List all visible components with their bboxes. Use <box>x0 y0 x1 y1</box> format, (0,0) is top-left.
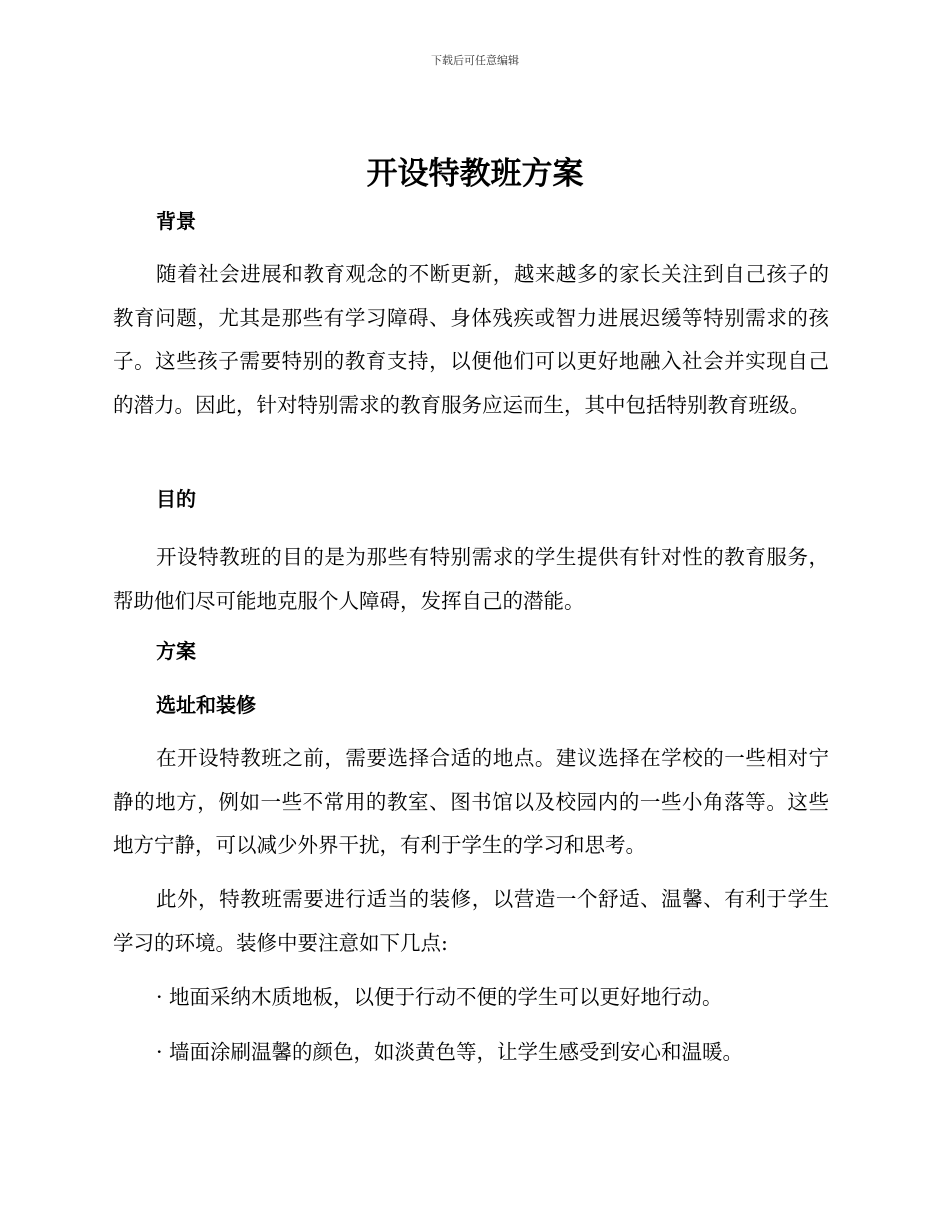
heading-plan: 方案 <box>156 639 196 663</box>
heading-site-renovation: 选址和装修 <box>156 693 256 717</box>
list-item-wall: · 墙面涂刷温馨的颜色，如淡黄色等，让学生感受到安心和温暖。 <box>156 1040 744 1064</box>
page-header-note: 下载后可任意编辑 <box>431 54 519 67</box>
paragraph-purpose: 开设特教班的目的是为那些有特别需求的学生提供有针对性的教育服务，帮助他们尽可能地克服个人障碍，发挥自己的潜能。 <box>113 545 829 613</box>
heading-purpose: 目的 <box>156 487 196 511</box>
paragraph-background: 随着社会进展和教育观念的不断更新，越来越多的家长关注到自己孩子的教育问题，尤其是那些有学习障碍、身体残疾或智力进展迟缓等特别需求的孩子。这些孩子需要特别的教育支持，以便他们可以更好地融入社会并实现自己的潜力。因此，针对特别需求的教育服务应运而生，其中包括特别教育班级。 <box>113 262 829 417</box>
document-title: 开设特教班方案 <box>366 156 584 192</box>
list-item-floor: · 地面采纳木质地板，以便于行动不便的学生可以更好地行动。 <box>156 985 723 1009</box>
paragraph-renovation: 此外，特教班需要进行适当的装修，以营造一个舒适、温馨、有利于学生学习的环境。装修中要注意如下几点: <box>113 887 829 955</box>
heading-background: 背景 <box>156 209 196 233</box>
paragraph-site-selection: 在开设特教班之前，需要选择合适的地点。建议选择在学校的一些相对宁静的地方，例如一些不常用的教室、图书馆以及校园内的一些小角落等。这些地方宁静，可以减少外界干扰，有利于学生的学习和思考。 <box>113 746 829 857</box>
